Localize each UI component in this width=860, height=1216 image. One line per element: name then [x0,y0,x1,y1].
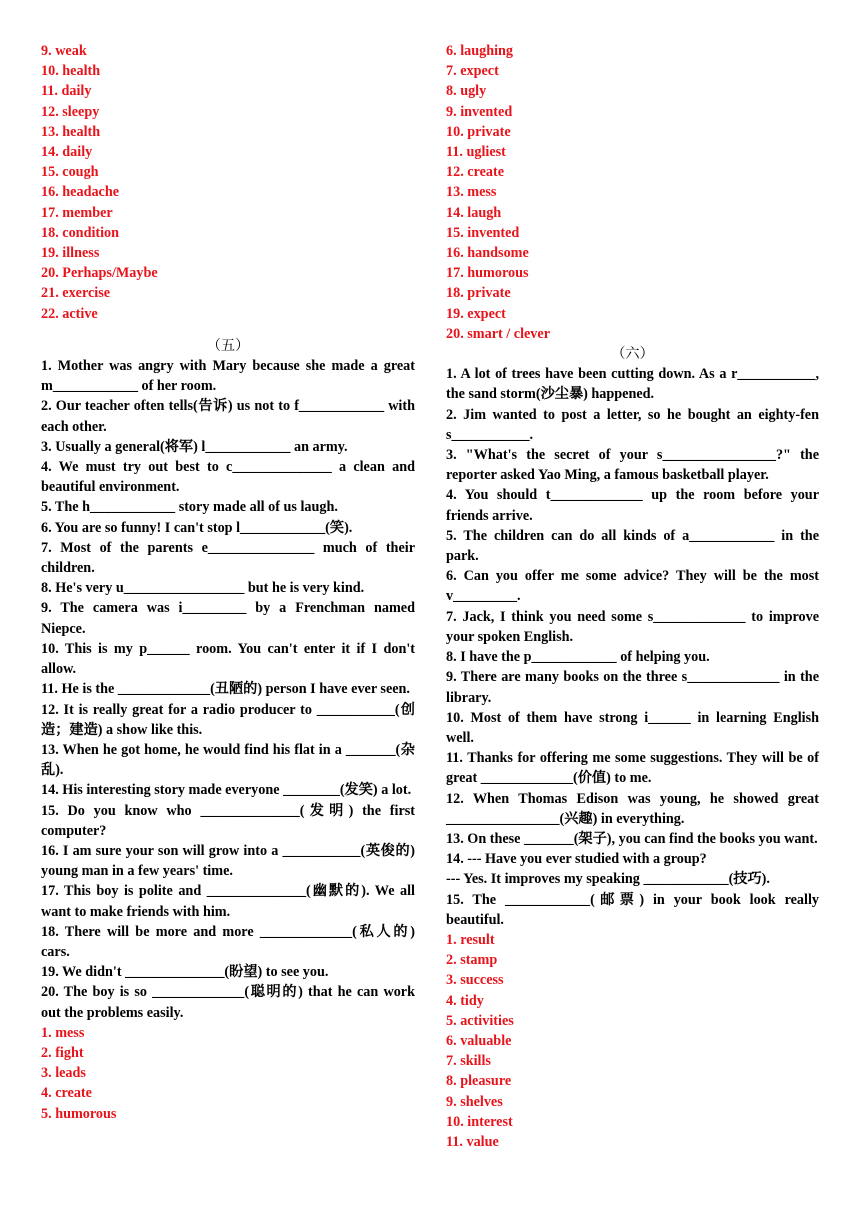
answer-item: 5. activities [446,1012,514,1029]
answer-item: 19. expect [446,305,506,322]
answer-item: 12. create [446,164,505,181]
answer-item: 14. laugh [446,204,502,221]
question-item: 16. I am sure your son will grow into a ___________(英俊的) young man in a few years' time. [41,842,415,880]
answer-item: 6. valuable [446,1032,512,1049]
answer-item: 16. headache [41,184,120,201]
answer-item: 10. health [41,63,101,80]
question-item: 2. Our teacher often tells(告诉) us not to f____________ with each other. [41,398,415,435]
question-item: 15. Do you know who ______________(发明) the first computer? [41,802,415,839]
answer-item: 22. active [41,305,98,322]
question-item: 9. There are many books on the three s_____________ in the library. [446,669,819,706]
question-item: 3. Usually a general(将军) l____________ an army. [41,438,348,455]
answer-item: 1. mess [41,1024,85,1041]
answer-item: 4. create [41,1085,92,1102]
answer-item: 14. daily [41,144,93,161]
question-item: 1. A lot of trees have been cutting down. As a r___________, the sand storm(沙尘暴) happened. [446,366,819,403]
question-item: 1. Mother was angry with Mary because she made a great m____________ of her room. [41,358,415,395]
question-item: 14. His interesting story made everyone ________(发笑) a lot. [41,782,412,799]
question-item: 20. The boy is so _____________(聪明的) that he can work out the problems easily. [41,984,415,1021]
answer-item: 7. skills [446,1053,491,1070]
question-item: 8. He's very u_________________ but he is very kind. [41,580,365,597]
answer-item: 20. Perhaps/Maybe [41,265,158,282]
question-item: 2. Jim wanted to post a letter, so he bought an eighty-fen s___________. [446,406,819,443]
answer-item: 2. stamp [446,952,498,969]
question-item: 14. --- Have you ever studied with a group? --- Yes. It improves my speaking ____________(技巧). [446,851,770,888]
answer-item: 15. cough [41,164,99,181]
question-item: 8. I have the p____________ of helping you. [446,649,710,666]
answer-item: 18. condition [41,224,120,241]
answer-item: 21. exercise [41,285,111,302]
question-item: 3. "What's the secret of your s________________?" the reporter asked Yao Ming, a famous basketball player. [446,447,819,484]
answer-item: 17. member [41,204,113,221]
question-item: 12. It is really great for a radio producer to ___________(创造；建造) a show like this. [41,701,415,738]
answer-item: 3. leads [41,1065,86,1082]
answer-item: 12. sleepy [41,103,100,120]
question-item: 15. The ____________(邮票) in your book look really beautiful. [446,891,819,928]
left-column [41,41,415,1124]
question-item: 9. The camera was i_________ by a Frenchman named Niepce. [41,600,415,637]
answer-list [446,930,819,1152]
question-item: 19. We didn't ______________(盼望) to see you. [41,964,329,981]
answer-item: 7. expect [446,63,499,80]
right-column [446,41,819,1152]
answer-item: 2. fight [41,1044,84,1061]
question-item: 13. On these _______(架子), you can find the books you want. [446,830,818,847]
answer-item: 11. ugliest [446,144,506,161]
question-item: 7. Jack, I think you need some s_____________ to improve your spoken English. [446,608,819,645]
answer-item: 1. result [446,931,495,948]
question-item: 18. There will be more and more _____________(私人的) cars. [41,923,415,960]
answer-item: 11. value [446,1133,499,1150]
answer-item: 9. invented [446,103,513,120]
previous-answer-list [41,41,415,324]
question-list [446,364,819,930]
question-item: 11. Thanks for offering me some suggestions. They will be of great _____________(价值) to me. [446,750,819,787]
section-title-five: （五） [206,337,250,354]
answer-item: 16. handsome [446,245,529,262]
answer-item: 17. humorous [446,265,529,282]
answer-item: 6. laughing [446,43,514,59]
answer-item: 9. shelves [446,1093,503,1110]
question-item: 5. The h____________ story made all of us laugh. [41,499,338,516]
answer-item: 10. interest [446,1113,513,1130]
question-item: 4. You should t_____________ up the room before your friends arrive. [446,487,819,524]
question-item: 10. This is my p______ room. You can't enter it if I don't allow. [41,640,415,678]
question-item: 13. When he got home, he would find his flat in a _______(杂乱). [41,741,415,779]
answer-item: 5. humorous [41,1105,117,1122]
answer-item: 9. weak [41,43,87,59]
answer-item: 8. pleasure [446,1073,512,1090]
answer-item: 8. ugly [446,83,487,100]
answer-item: 13. health [41,123,101,140]
answer-item: 3. success [446,972,504,989]
answer-item: 20. smart / clever [446,325,550,342]
answer-item: 4. tidy [446,992,484,1009]
question-item: 6. You are so funny! I can't stop l____________(笑). [41,519,353,536]
section-title-six: （六） [611,346,654,363]
question-item: 17. This boy is polite and ______________(幽默的). We all want to make friends with him. [41,883,415,920]
question-list [41,356,415,1023]
answer-item: 19. illness [41,245,100,262]
previous-answer-list [446,41,819,344]
answer-item: 13. mess [446,184,497,201]
question-item: 12. When Thomas Edison was young, he showed great ________________(兴趣) in everything. [446,790,819,827]
answer-item: 10. private [446,123,511,140]
question-item: 11. He is the _____________(丑陋的) person I have ever seen. [41,681,410,698]
question-item: 4. We must try out best to c______________ a clean and beautiful environment. [41,459,415,496]
question-item: 7. Most of the parents e_______________ much of their children. [41,539,415,577]
answer-item: 15. invented [446,224,520,241]
answer-item: 18. private [446,285,511,302]
question-item: 10. Most of them have strong i______ in learning English well. [446,709,819,746]
question-item: 5. The children can do all kinds of a____________ in the park. [446,527,819,565]
answer-item: 11. daily [41,83,92,100]
answer-list [41,1023,415,1124]
question-item: 6. Can you offer me some advice? They will be the most v_________. [446,568,819,605]
